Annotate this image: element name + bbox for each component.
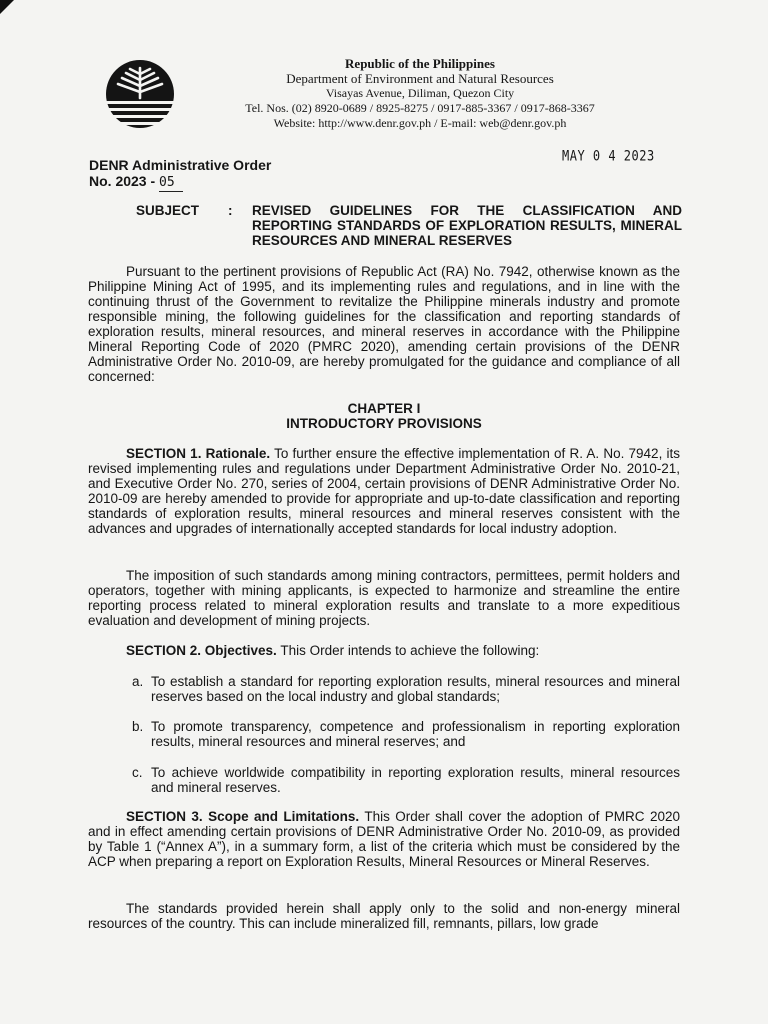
letterhead-web: Website: http://www.denr.gov.ph / E-mail: web@denr.gov.ph [273,116,567,130]
order-number-prefix: No. 2023 - [89,173,160,189]
letterhead-department: Department of Environment and Natural Resources [286,71,554,86]
section3-text: This Order shall cover the adoption of PMRC 2020 and in effect amending certain provisions of DENR Administrative Order No. 2010-09, as provided by Table 1 (“Annex A”), in a summary form, a list of the criteria which must be considered by the ACP when preparing a report on Exploration Results, Mineral Resources or Mineral Reserves. [88,809,680,869]
section1-text: To further ensure the effective implementation of R. A. No. 7942, its revised implementing rules and regulations under Department Administrative Order No. 2010-21, and Executive Order No. 270, series of 2004, certain provisions of DENR Administrative Order No. 2010-09 are hereby amended to provide for appropriate and up-to-date classification and reporting standards of exploration results, mineral resources and mineral reserves consistent with the advances and upgrades of internationally accepted standards for local industry adoption. [88,446,680,536]
list-item-letter: a. [132,674,144,689]
chapter-title: INTRODUCTORY PROVISIONS [286,416,482,431]
subject-colon: : [228,203,233,218]
list-item-letter: c. [132,765,143,780]
order-number-handwritten: 05 [159,175,183,192]
list-item-text: To promote transparency, competence and professionalism in reporting exploration results, mineral resources and mineral reserves; and [151,719,680,749]
letterhead [200,56,640,131]
order-title: DENR Administrative Order [89,157,272,173]
section1-paragraph [88,446,680,536]
section3-paragraph [88,809,680,869]
section1-heading: SECTION 1. Rationale. [126,446,271,461]
list-item [132,765,680,795]
list-item-text: To achieve worldwide compatibility in reporting exploration results, mineral resources and mineral reserves. [151,765,680,795]
letterhead-republic: Republic of the Philippines [345,56,495,71]
section2-heading: SECTION 2. Objectives. [126,643,277,658]
order-number [89,173,271,192]
section2-text: This Order intends to achieve the following: [276,643,540,658]
letterhead-tel: Tel. Nos. (02) 8920-0689 / 8925-8275 / 0917-885-3367 / 0917-868-3367 [245,101,595,115]
scan-corner-mark [0,0,14,14]
section1-paragraph-2: The imposition of such standards among mining contractors, permittees, permit holders and operators, together with mining applicants, is expected to harmonize and streamline the entire reporting process related to mineral exploration results and translate to a more expeditious evaluation and development of mining projects. [88,568,680,628]
list-item [132,719,680,749]
list-item-text: To establish a standard for reporting exploration results, mineral resources and mineral reserves based on the local industry and global standards; [151,674,680,704]
subject-text: REVISED GUIDELINES FOR THE CLASSIFICATION AND REPORTING STANDARDS OF EXPLORATION RESULTS, MINERAL RESOURCES AND MINERAL RESERVES [252,203,682,248]
section2-paragraph [88,643,680,658]
subject-label: SUBJECT [136,203,200,218]
section3-paragraph-2: The standards provided herein shall apply only to the solid and non-energy mineral resources of the country. This can include mineralized fill, remnants, pillars, low grade [88,901,680,931]
letterhead-address: Visayas Avenue, Diliman, Quezon City [325,86,515,100]
chapter-number: CHAPTER I [347,401,421,416]
list-item [132,674,680,704]
order-heading [89,157,271,192]
section3-heading: SECTION 3. Scope and Limitations. [126,809,360,824]
preamble-paragraph: Pursuant to the pertinent provisions of Republic Act (RA) No. 7942, otherwise known as the Philippine Mining Act of 1995, and its implementing rules and regulations, and in line with the continuing thrust of the Government to revitalize the Philippine minerals industry and promote responsible mining, the following guidelines for the classification and reporting standards of exploration results, mineral resources, and mineral reserves in accordance with the Philippine Mineral Reporting Code of 2020 (PMRC 2020), amending certain provisions of the DENR Administrative Order No. 2010-09, are hereby promulgated for the guidance and compliance of all concerned: [88,264,680,384]
date-stamp: MAY 0 4 2023 [562,147,655,165]
list-item-letter: b. [132,719,144,734]
chapter-heading [88,401,680,431]
denr-logo-icon [104,58,176,130]
